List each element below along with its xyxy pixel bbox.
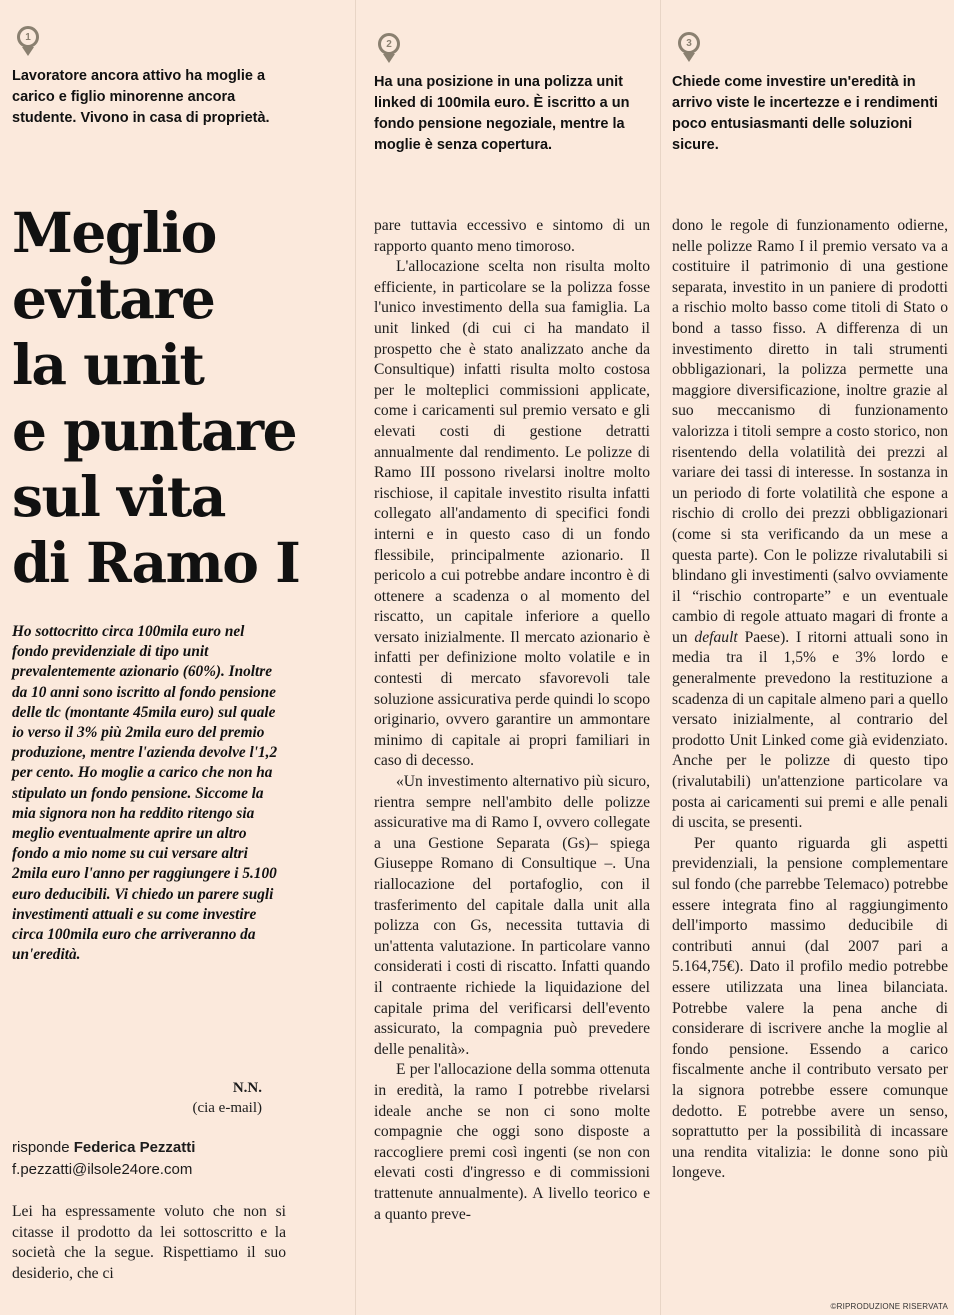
byline-prefix: risponde <box>12 1139 70 1156</box>
profile-note-1: Lavoratore ancora attivo ha moglie a carico e figlio minorenne ancora studente. Vivono in casa di proprietà. <box>12 68 270 126</box>
answer-text: Paese). I ritorni attuali sono in media tra il 1,5% e 3% lordo e generalmente prevedono la restituzione a scadenza di un capitale almeno pari a quello versato inizialmente, al contrario del prodotto Unit Linked come già evidenziato. Anche per le polizze di questo tipo (rivalutabili) un'attenzione particolare va posta ai caricamenti sui premi e alle penali di uscita, se presenti. <box>672 628 948 832</box>
headline-line: Meglio <box>12 200 216 265</box>
answer-paragraph: Per quanto riguarda gli aspetti previdenziali, la pensione complementare sul fondo (che parrebbe Telemaco) potrebbe essere integrata fino al raggiungimento dell'importo massimo deducibile di contributi annui (dal 2007 pari a 5.164,75€). Dato il profilo medio potrebbe essere utilizzata una linea bilanciata. Potrebbe valere la pena anche di considerare di iscrivere anche la moglie al fondo pensione. Essendo a carico fiscalmente anche il contributo versato per la signora potrebbe essere comunque dedotto. E potrebbe avere un senso, soprattutto per la possibilità di incassare una rendita vitalizia: le donne sono più longeve. <box>672 834 948 1182</box>
reader-question <box>12 622 284 965</box>
profile-note-2: Ha una posizione in una polizza unit linked di 100mila euro. È iscritto a un fondo pensione negoziale, mentre la moglie è senza copertura. <box>374 74 630 153</box>
answer-paragraph: E per l'allocazione della somma ottenuta in eredità, la ramo I potrebbe rivelarsi ideale anche se non ci sono molte compagnie che oggi sono disposte a raccogliere premi così ingenti (se non con elevati costi d'ingresso e di commissioni trattenute annualmente). A livello teorico e a quanto preve- <box>374 1061 650 1223</box>
byline <box>12 1137 302 1181</box>
headline <box>12 200 312 596</box>
author-name: Federica Pezzatti <box>73 1139 196 1156</box>
answer-text: dono le regole di funzionamento odierne, nelle polizze Ramo I il premio versato va a costituire il patrimonio di una gestione separata, investito in un paniere di prodotti a rischio molto basso come titoli di Stato o bond a tasso fisso. A differenza di un investimento diretto in tali strumenti obbligazionari, la polizza permette una maggiore diversificazione, inoltre grazie al suo meccanismo di funzionamento valorizza i titoli sempre a costo storico, non risentendo della volatilità dei prezzi al variare dei tassi di interesse. In sostanza in un periodo di forte volatilità che espone a rischio di crollo dei prezzi obbligazionari (come si sta verificando da un mese a questa parte). Con le polizze rivalutabili si blindano gli investimenti (salvo ovviamente il “rischio controparte” e un eventuale cambio di regole attuato magari di fronte a un <box>672 217 948 646</box>
copyright-notice: ©RIPRODUZIONE RISERVATA <box>830 1302 948 1311</box>
signature-initials: N.N. <box>232 1080 262 1096</box>
answer-column-left <box>12 1202 286 1284</box>
emphasis-default: default <box>694 628 738 646</box>
pin-number: 2 <box>386 38 392 50</box>
headline-line: e puntare <box>12 398 297 463</box>
question-text: Ho sottocritto circa 100mila euro nel fondo previdenziale di tipo unit prevalentemente azionario (60%). Inoltre da 10 anni sono iscritto al fondo pensione delle tlc (montante 45mila euro) sul quale io verso il 3% più 2mila euro del premio produzione, mentre l'azienda devolve l'1,2 per cento. Ho moglie a carico che non ha stipulato un fondo pensione. Siccome la mia signora non ha reddito ritengo sia meglio eventualmente aprire un altro fondo a mio nome su cui versare altri 2mila euro l'anno per raggiungere i 5.100 euro deducibili. Vi chiedo un parere sugli investimenti attuali e su come investire circa 100mila euro che arriveranno da un'eredità. <box>12 623 278 964</box>
headline-line: sul vita <box>12 464 225 529</box>
answer-paragraph: L'allocazione scelta non risulta molto efficiente, in particolare se la polizza fosse l'unico investimento della sua famiglia. La unit linked (di cui ci ha mandato il prospetto che è stato analizzato anche da Consultique) infatti risulta molto costosa per le molteplici commissioni applicate, come i caricamenti sul premio versato e gli elevati costi di gestione detratti annualmente dal rendimento. Le polizze di Ramo III possono rivelarsi inoltre molto rischiose, il capitale investito risulta infatti collegato all'andamento di specifici fondi interni e in questo caso di un fondo flessibile, principalmente azionario. Il pericolo a cui potrebbe andare incontro è di ottenere a scadenza o al momento del riscatto, un capitale inferiore a quello versato inizialmente. Il mercato azionario è infatti per definizione molto volatile e in contesti di mercato sfavorevoli tale soluzione assicurativa perde quindi lo scopo originario, ovvero garantire un ammontare minimo di capitale ai propri familiari in caso di decesso. <box>374 258 650 770</box>
answer-paragraph: Lei ha espressamente voluto che non si citasse il prodotto da lei sottoscritto e la società che la segue. Rispettiamo il suo desiderio, che ci <box>12 1203 286 1282</box>
headline-line: evitare <box>12 266 215 331</box>
answer-paragraph: pare tuttavia eccessivo e sintomo di un rapporto quanto meno timoroso. <box>374 217 650 255</box>
question-signature <box>62 1078 262 1118</box>
answer-column-middle <box>374 216 650 1225</box>
headline-line: la unit <box>12 332 204 397</box>
headline-line: di Ramo I <box>12 530 300 595</box>
answer-column-right <box>672 216 948 1184</box>
signature-source: (cia e-mail) <box>192 1100 262 1116</box>
location-pin-icon <box>678 32 700 54</box>
location-pin-icon <box>378 33 400 55</box>
column-divider <box>660 0 661 1315</box>
pin-number: 3 <box>686 37 692 49</box>
answer-paragraph <box>672 216 948 834</box>
author-email[interactable]: f.pezzatti@ilsole24ore.com <box>12 1161 193 1178</box>
profile-note-3: Chiede come investire un'eredità in arrivo viste le incertezze e i rendimenti poco entusiasmanti delle soluzioni sicure. <box>672 74 938 153</box>
column-divider <box>355 0 356 1315</box>
location-pin-icon <box>17 26 39 48</box>
pin-number: 1 <box>25 31 31 43</box>
answer-paragraph: «Un investimento alternativo più sicuro, rientra sempre nell'ambito delle polizze assicurative ma di Ramo I, ovvero collegate a una Gestione Separata (Gs)– spiega Giuseppe Romano di Consultique –. Una riallocazione del portafoglio, con il trasferimento del capitale dalla unit alla polizza con Gs, necessita tuttavia di un'attenta valutazione. In particolare vanno considerati i costi di riscatto. Infatti quando il contraente richiede la liquidazione del capitale prima del verificarsi dell'evento assicurato, la compagnia può prevedere delle penalità». <box>374 773 650 1058</box>
